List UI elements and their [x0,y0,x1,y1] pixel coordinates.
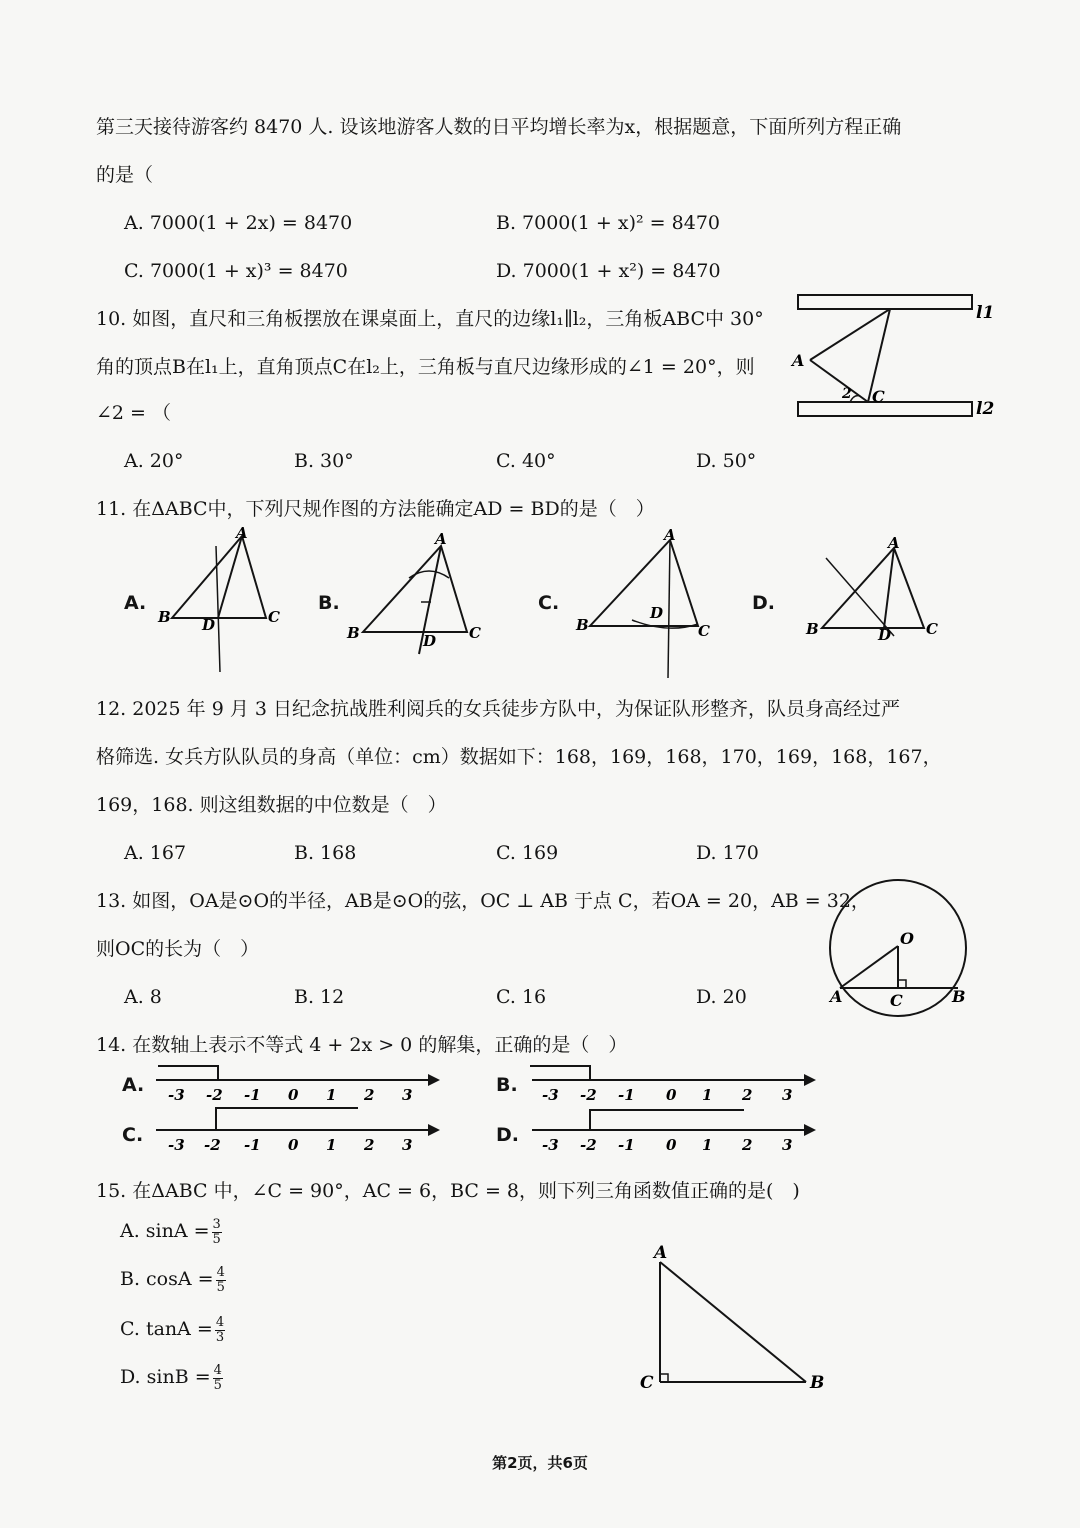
tick-label: 1 [702,1086,713,1104]
q14-option-b-letter: B. [496,1074,518,1096]
q11-option-b-letter: B. [318,592,340,614]
fraction [215,1316,225,1344]
q15-option-c [120,1316,225,1344]
q15-option-d [120,1364,223,1392]
triangle [590,540,698,626]
tick-label: -2 [206,1086,223,1104]
tick-label: -2 [204,1136,221,1154]
label-d: D [878,626,892,644]
q9-option-a: A. 7000(1 + 2x) = 8470 [124,212,353,234]
tick-label: 1 [326,1086,337,1104]
tick-label: 3 [402,1086,413,1104]
label-a: A [888,534,900,552]
label-b: B [347,624,360,642]
ruler-top [798,295,972,309]
q14-option-b-numberline [526,1060,826,1110]
q12-stem-line2: 格筛选. 女兵方队队员的身高（单位：cm）数据如下：168，169，168，170，169，168，167， [96,746,942,768]
solution-bracket [530,1066,590,1080]
tick-label: -3 [542,1086,559,1104]
solution-bracket [216,1108,358,1130]
tick-label: 0 [288,1136,299,1154]
solution-bracket [590,1110,744,1130]
q11-option-b-figure [345,530,495,660]
denominator: 5 [216,1279,225,1295]
q11-stem: 11. 在ΔABC中，下列尺规作图的方法能确定AD = BD的是（ ） [96,498,655,520]
q12-option-c: C. 169 [496,842,559,864]
tick-label: -3 [168,1086,185,1104]
q10-option-b: B. 30° [294,450,354,472]
fraction [212,1218,222,1246]
q12-stem-line3: 169，168. 则这组数据的中位数是（ ） [96,794,447,816]
triangle-side-ab [810,309,890,360]
denominator: 5 [212,1231,221,1247]
q9-option-b: B. 7000(1 + x)² = 8470 [496,212,720,234]
radius-oa [840,946,898,988]
label-a: A [435,530,447,548]
label-d: D [650,604,664,622]
label-c: C [640,1373,654,1393]
tick-label: -3 [168,1136,185,1154]
q15-option-a [120,1218,222,1246]
q13-stem-line1: 13. 如图，OA是⊙O的半径，AB是⊙O的弦，OC ⊥ AB 于点 C，若OA = 20，AB = 32， [96,890,870,912]
q10-option-a: A. 20° [124,450,184,472]
q11-option-c-letter: C. [538,592,560,614]
page-footer: 第2页，共6页 [492,1454,588,1472]
fraction [213,1364,223,1392]
label-angle2: 2 [842,386,852,402]
label-c: C [926,620,938,638]
numerator: 4 [213,1363,222,1378]
tick-label: 2 [742,1136,753,1154]
label-l1: l1 [976,303,995,323]
label-c: C [872,387,885,406]
q15-option-c-prefix: C. tanA = [120,1318,213,1341]
tick-label: 2 [364,1136,375,1154]
q12-option-d: D. 170 [696,842,759,864]
q12-option-a: A. 167 [124,842,187,864]
tick-label: 3 [782,1136,793,1154]
tick-label: -2 [580,1136,597,1154]
construction-line [668,540,670,678]
denominator: 3 [215,1329,225,1345]
fraction [216,1266,226,1294]
q13-option-a: A. 8 [124,986,162,1008]
label-d: D [202,616,216,634]
q9-stem-line1: 第三天接待游客约 8470 人. 设该地游客人数的日平均增长率为x，根据题意，下面所列方程正确 [96,116,902,138]
solution-bracket [158,1066,218,1080]
label-b: B [952,987,966,1006]
q13-option-b: B. 12 [294,986,345,1008]
q10-stem-line3: ∠2 = （ [96,402,172,424]
label-a: A [664,526,676,544]
tick-label: 1 [702,1136,713,1154]
right-angle-mark [898,980,906,988]
label-c: C [890,991,903,1010]
tick-label: -1 [244,1086,261,1104]
label-b: B [806,620,819,638]
q11-option-d-letter: D. [752,592,775,614]
label-l2: l2 [976,399,995,419]
tick-label: -1 [618,1086,635,1104]
side-ab [660,1262,806,1382]
tick-label: -1 [244,1136,261,1154]
q9-stem-line2: 的是（ [96,164,154,186]
axis-arrow [804,1074,816,1086]
q14-option-c-letter: C. [122,1124,144,1146]
construction-arc [409,571,449,578]
tick-label: 0 [288,1086,299,1104]
q10-stem-line1: 10. 如图，直尺和三角板摆放在课桌面上，直尺的边缘l₁∥l₂，三角板ABC中 30° [96,308,764,330]
q9-option-d: D. 7000(1 + x²) = 8470 [496,260,721,282]
label-c: C [469,624,481,642]
segment-ad [884,548,894,628]
tick-label: 2 [742,1086,753,1104]
axis-arrow [428,1124,440,1136]
axis-arrow [804,1124,816,1136]
q9-option-c: C. 7000(1 + x)³ = 8470 [124,260,348,282]
q11-option-d-figure [800,536,950,646]
q10-option-d: D. 50° [696,450,757,472]
q14-option-d-numberline [526,1104,826,1160]
label-a: A [792,351,805,370]
tick-label: 3 [402,1136,413,1154]
q11-option-a-figure [150,526,290,676]
q13-option-d: D. 20 [696,986,747,1008]
tick-label: 2 [364,1086,375,1104]
q14-option-a-numberline [150,1060,450,1110]
right-angle-mark [660,1374,668,1382]
triangle [363,546,467,632]
q15-right-triangle-figure [636,1240,836,1400]
triangle [172,536,266,618]
label-o: O [900,929,914,948]
q11-option-c-figure [572,528,722,688]
label-c: C [268,608,280,626]
q13-circle-figure [826,876,976,1022]
q14-stem: 14. 在数轴上表示不等式 4 + 2x > 0 的解集，正确的是（ ） [96,1034,628,1056]
tick-label: 0 [666,1136,677,1154]
q11-option-a-letter: A. [124,592,147,614]
tick-label: -1 [618,1136,635,1154]
label-b: B [810,1373,825,1393]
tick-label: -2 [580,1086,597,1104]
numerator: 4 [215,1315,225,1330]
ruler-bottom [798,402,972,416]
construction-line [826,558,894,636]
q15-option-a-prefix: A. sinA = [120,1220,210,1243]
q10-ruler-triangle-figure [790,290,1000,430]
label-b: B [158,608,171,626]
label-a: A [236,524,248,542]
segment-ad [218,536,242,618]
label-a: A [654,1243,668,1263]
tick-label: -3 [542,1136,559,1154]
q15-option-b [120,1266,226,1294]
q10-stem-line2: 角的顶点B在l₁上，直角顶点C在l₂上，三角板与直尺边缘形成的∠1 = 20°，则 [96,356,755,378]
numerator: 4 [216,1265,225,1280]
label-b: B [576,616,589,634]
q15-option-d-prefix: D. sinB = [120,1366,211,1389]
tick-label: 1 [326,1136,337,1154]
triangle [822,548,924,628]
q12-option-b: B. 168 [294,842,357,864]
q12-stem-line1: 12. 2025 年 9 月 3 日纪念抗战胜利阅兵的女兵徒步方队中，为保证队形整齐，队员身高经过严 [96,698,900,720]
tick-label: 3 [782,1086,793,1104]
label-c: C [698,622,710,640]
tick-label: 0 [666,1086,677,1104]
q15-stem: 15. 在ΔABC 中，∠C = 90°，AC = 6，BC = 8，则下列三角函数值正确的是( ) [96,1180,800,1202]
numerator: 3 [212,1217,221,1232]
q14-option-c-numberline [150,1104,450,1160]
axis-arrow [428,1074,440,1086]
denominator: 5 [213,1377,222,1393]
q13-option-c: C. 16 [496,986,547,1008]
q14-option-a-letter: A. [122,1074,145,1096]
q15-option-b-prefix: B. cosA = [120,1268,214,1291]
label-a: A [830,987,843,1006]
q10-option-c: C. 40° [496,450,556,472]
q13-stem-line2: 则OC的长为（ ） [96,938,260,960]
q14-option-d-letter: D. [496,1124,519,1146]
label-d: D [423,632,437,650]
